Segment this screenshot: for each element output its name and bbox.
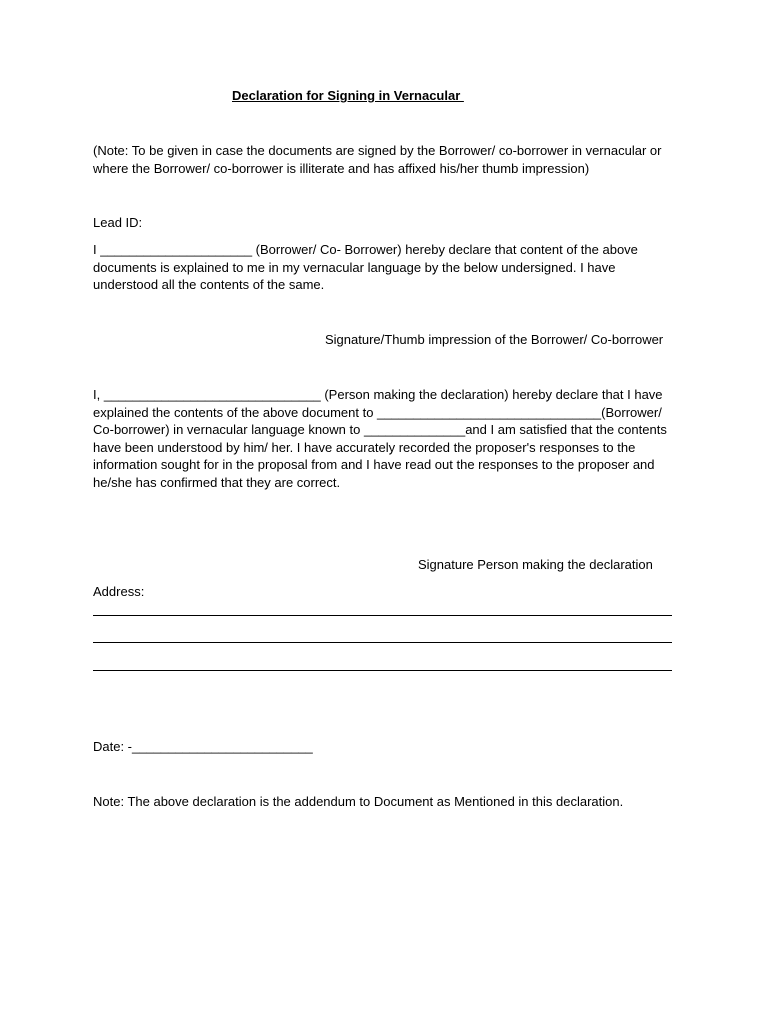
address-label: Address: (93, 584, 145, 599)
address-line-1 (93, 615, 672, 616)
lead-id-label: Lead ID: (93, 215, 143, 230)
person-declaration-paragraph: I, ______________________________ (Person making the declaration) hereby declare that I have explained the contents of the above document to _______________________________(Borrower/ Co-borrower) in vernacular language known to ______________and I am satisfied that the contents have been understood by him/ her. I have accurately recorded the proposer's responses to the information sought for in the proposal from and I have read out the responses to the proposer and he/she has confirmed that they are correct. (93, 387, 667, 490)
date-line: Date: -_________________________ (93, 739, 313, 754)
borrower-signature-label: Signature/Thumb impression of the Borrower/ Co-borrower (325, 332, 664, 347)
borrower-declaration-paragraph: I _____________________ (Borrower/ Co- Borrower) hereby declare that content of the above documents is explained to me in my vernacular language by the below undersigned. I have understood all the contents of the same. (93, 242, 638, 293)
instruction-note: (Note: To be given in case the documents are signed by the Borrower/ co-borrower in vernacular or where the Borrower/ co-borrower is illiterate and has affixed his/her thumb impression) (93, 143, 662, 176)
addendum-note: Note: The above declaration is the addendum to Document as Mentioned in this declaration. (93, 794, 624, 809)
declarant-signature-label: Signature Person making the declaration (418, 557, 653, 572)
address-line-2 (93, 642, 672, 643)
document-title: Declaration for Signing in Vernacular (232, 88, 464, 103)
address-line-3 (93, 670, 672, 671)
